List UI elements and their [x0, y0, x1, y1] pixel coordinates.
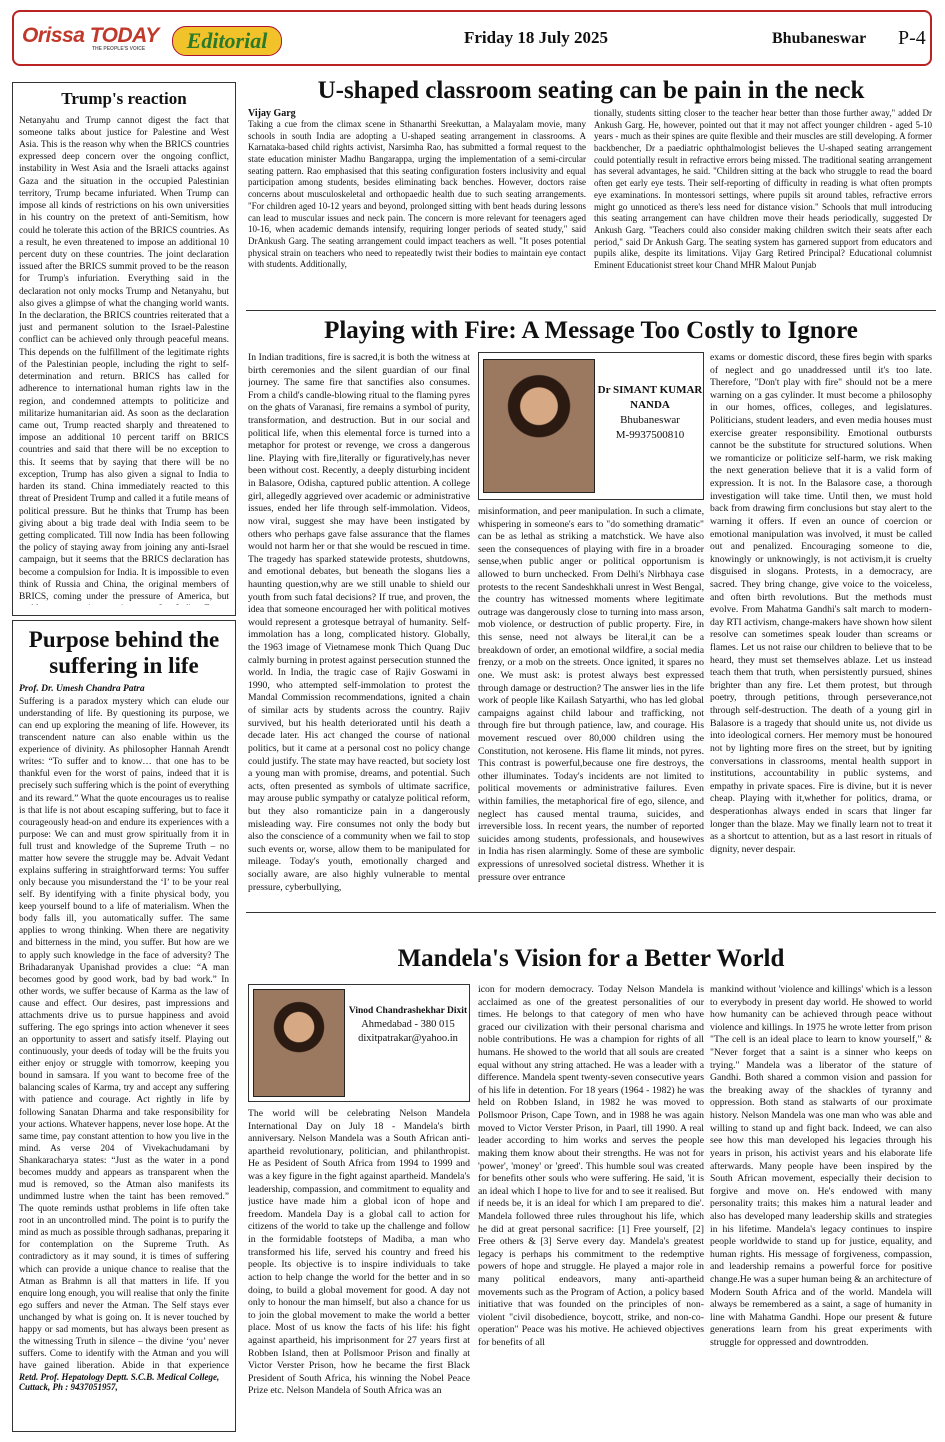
page-number: P-4 — [898, 27, 926, 49]
mandela-col-1: The world will be celebrating Nelson Mandela International Day on July 18 - Mandela's birth anniversary. Nelson Mandela was a South African anti-apartheid revolutionary, politician, and philanthropist. He as Pesident of South Africa from 1994 to 1999 and was a key figure in the fight against apartheid. Mandela's leadership, compassion, and commitment to equality and justice have made him a global icon of hope and freedom. Mandela Day is a global call to action for citizens of the world to take up the challenge and follow in the formidable footsteps of Madiba, a man who transformed his life, served his country and freed his people. Its objective is to inspire individuals to take action to help change the world for the better and in so doing, to build a global movement for good. A day not only to honour the man himself, but also a chance for us to join the global movement to make the world a better place. Most of us know the facts of his life: his fight against apartheid, his imprisonment for 27 years first at Robben Island, then at Pollsmoor Prison and finally at Victor Verster Prison, how he became the first Black President of South Africa, his winning the Nobel Peace Prize etc. Nelson Mandela of South Africa was an — [248, 1108, 470, 1397]
article-title: Purpose behind the suffering in life — [28, 627, 220, 679]
ushaped-col-2: tionally, students sitting closer to the teacher hear better than those further away," added Dr Ankush Garg. He, however, pointed out that it may not affect younger children - aged 5-10 years - much as their spines are quite flexible and their muscles are still developing. A former backbencher, Dr a paediatric ophthalmologist believes the U-shaped seating arrangement could potentially result in refractive errors being missed. The traditional seating arrangement has several advantages, he said. "Children sitting at the back who struggle to read the board often get early eye tests. Their self-reporting of difficulty in reading is what often prompts eye examinations. In montessori settings, where pupils sit around tables, refractive errors might go unnoticed as there's less need for distance vision." Schools that mull introducing this seating arrangement can have children move their heads periodically, suggested Dr Ankush Garg. "Teachers could also consider making children switch their seats after each period," said Dr Ankush Garg. The seating system has garnered support from educators and pupils alike, despite its limitations. Vijay Garg Retired Principal? Educational columnist Eminent Educationist street kour Chand MHR Malout Punjab — [594, 108, 932, 270]
divider — [246, 310, 936, 311]
author-city: Ahmedabad - 380 015 — [361, 1018, 455, 1030]
author-footer: Retd. Prof. Hepatology Deptt. S.C.B. Medical College, Cuttack, Ph : 9437051957, — [19, 1371, 220, 1392]
purpose-article — [12, 620, 236, 1432]
fire-col-1: In Indian traditions, fire is sacred,it is both the witness at birth ceremonies and the silent guardian of our final journey. The same fire that sanctifies also consumes. From a child's candle-blowing ritual to the flaming pyres on the ghats of Varanasi, fire remains a symbol of purity, transformation, and destruction. But in our social and political life, when this elemental force is turned into a metaphor for protest or revenge, we cross a dangerous line. Playing with fire,literally or figuratively,has never been without cost. Recently, a deeply disturbing incident in Balasore, Odisha, captured public attention. A college girl, allegedly aggrieved over academic or administrative issues, ended her life through self-immolation. Videos, now viral, suggest she may have been instigated by others who perhaps gave false assurance that the flames would not harm her or that she would be rescued in time. The tragedy has sparked statewide protests, shutdowns, and emotional debates, but beneath the slogans lies a haunting question,why are we still unable to shield our youth from such fatal decisions? If true, and proven, the idea that someone encouraged her with political motives would represent a grotesque betrayal of humanity. Self-immolation has a long, complicated history. Globally, the 1963 image of Vietnamese monk Thich Quang Duc calmly burning in protest against persecution stunned the world. In India, the tragic case of Rajiv Goswami in 1990, who attempted self-immolation to protest the Mandal Commission recommendations, ignited a chain of similar acts by students across the country. Rajiv survived, but his health deteriorated until his death a decade later. His act changed the course of national politics, but it came at a personal cost no policy change could justify. The state may have reacted, but society lost a young man with promise, dreams, and potential. Such acts, often presented as symbols of ultimate sacrifice, may arouse public sympathy or catalyze political reform, but they also romanticize pain in a dangerously misleading way. Fire consumes not only the body but also the conscience of a community when we fail to stop such events or, worse, allow them to be manipulated for mileage. Today's youth, emotionally charged and socially aware, are also highly vulnerable to mental pressure, cyberbullying, — [248, 352, 470, 893]
author-photo — [483, 359, 595, 493]
article-author: Prof. Dr. Umesh Chandra Patra — [19, 683, 145, 694]
article-title: U-shaped classroom seating can be pain in the neck — [317, 77, 865, 104]
fire-col-2: misinformation, and peer manipulation. In such a climate, whispering in someone's ears to "do something dramatic" can be as lethal as striking a matchstick. We have also seen the consequences of playing with fire in a broader sense,when public anger or political opportunism is allowed to burn unchecked. From Delhi's Nirbhaya case protests to the recent Sandeshkhali unrest in West Bengal, the country has witnessed moments where legitimate outrage was dangerously close to turning into mass arson, mob violence, or destruction of public property. Fire, in this sense, need not always be literal,it can be a breakdown of order, an emotional wildfire, a social media frenzy, or a mob on the streets. Once ignited, it spares no one. We must ask: is protest always best expressed through damage or destruction? The answer lies in the life work of people like Kailash Satyarthi, who has led global campaigns against child labour and trafficking, not through fire but through patience, law, and courage. His movement rescued over 80,000 children using the Constitution, not kerosene. His flame lit minds, not pyres. This contrast is powerful,because one fire destroys, the other illuminates. Today's incidents are not limited to political movements or administrative failures. Even within families, the metaphorical fire of ego, silence, and neglect has caused mental trauma, suicides, and irreversible loss. In recent years, the number of reported suicides among students, professionals, and housewives in India has risen alarmingly. Some of these are symbolic expressions of unresolved societal distress. Whether it is pressure over entrance — [478, 506, 704, 883]
mandela-col-3: mankind without 'violence and killings' which is a lesson to everybody in present day world. He showed to world how humanity can be achieved through peace without violence and killings. In 1975 he wrote letter from prison "The cell is an ideal place to learn to know yourself," & "Never forget that a saint is a sinner who keeps on trying." Mandela was a liberator of the stature of Gandhi. Both shared a common vision and passion for the breaking away of the shackles of tyranny and oppression. Both stand as stalwarts of our proximate history. Nelson Mandela was one man who was able and willing to stand up and fight back. Indeed, we can also see how this man developed his legacies through his years in prison, his activist years and his elaborate life afterwards. Many people have been inspired by the South African movement, especially their decision to forgive and move on. He's endowed with many personality traits; this makes him a natural leader and also has developed many leadership skills and strategies in his lifetime. Mandela's legacy continues to inspire people worldwide to stand up for justice, equality, and human rights. His message of forgiveness, compassion, and leadership remains a powerful force for positive change.He was a super human being & an architecture of Modern South Africa and of the world. Mandela will always be remembered as a saint, a sage of humanity in line with Mahatma Gandhi. Hope our present & future generations learn from his great experiments with struggle for oppressed and downtrodden. — [710, 984, 932, 1349]
newspaper-logo: Orissa TODAY THE PEOPLE'S VOICE — [22, 24, 159, 48]
article-body: Netanyahu and Trump cannot digest the fact that someone talks about justice for Palestine and West Asia. This is the reason why when the BRICS countries expressed deep concern over the ongoing conflict, instability in West Asia and the Israeli attacks against Gaza and the situation in the occupied Palestinian territory, Trump became infuriated. When Trump can impose all kinds of restrictions on his own universities in his country on the pretext of anti-Semitism, how could he tolerate this action of the BRICS countries. As a result, he even threatened to impose an additional 10 percent duty on these countries. The joint declaration issued after the BRICS summit proved to be the reason for Trump's infuriation. Everything said in the declaration not only mocks Trump and Netanyahu, but also gives a glimpse of what the changing world wants. In the declaration, the BRICS countries reiterated that a just and permanent solution to the Israel-Palestine conflict can be achieved only through peaceful means. This depends on the fulfillment of the legitimate rights of the Palestinian people, including the right to self-determination and return. BRICS has called for adherence to international human rights law in the region, and condemned attempts to politicize and militarize humanitarian aid. As soon as the declaration came out, Trump reacted sharply and threatened to impose an additional 10 percent tariff on BRICS countries and said that there will be no exception to this. It seems that by saying that there will be no exception, Trump has also given a signal to India to harden its stand. China immediately reacted to this threat of President Trump and called it a futile means of political pressure. But he thinks that Trump has been giving about a big trade deal with India seem to be getting complicated. Till now India has been following the policy of staying away from joining any anti-Israel campaign, but it seems that the BRICS declaration has become a compulsion for India. It is impossible to even think of Russia and China, the original members of BRICS, coming under the pressure of America, but — [19, 115, 229, 603]
author-card — [478, 352, 704, 500]
author-phone: M-9937500810 — [615, 428, 685, 441]
author-city: Bhubaneswar — [620, 413, 680, 426]
author-email: dixitpatrakar@yahoo.in — [358, 1032, 458, 1044]
trump-article — [12, 82, 236, 616]
author-name: Dr SIMANT KUMAR NANDA — [597, 384, 703, 411]
ushaped-col-1 — [248, 108, 586, 306]
edition-city: Bhubaneswar — [772, 30, 867, 47]
issue-date: Friday 18 July 2025 — [464, 28, 609, 47]
section-badge: Editorial — [172, 26, 282, 56]
author-card — [248, 984, 470, 1102]
article-title: Trump's reaction — [61, 89, 187, 108]
logo-tagline: THE PEOPLE'S VOICE — [92, 46, 146, 52]
author-name: Vinod Chandrashekhar Dixit — [348, 1006, 468, 1016]
masthead — [12, 10, 932, 66]
divider — [246, 912, 936, 913]
article-title: Playing with Fire: A Message Too Costly to Ignore — [324, 317, 858, 344]
author-photo — [253, 989, 345, 1097]
article-body: Suffering is a paradox mystery which can elude our understanding of life. By questioning its purpose, we can end up exploring the meaning of life. However, its transcendent nature can also enable within us the experience of divinity. As philosopher Hannah Arendt writes: “To suffer and to know… that one has to be thankful even for the worst of pains, indeed that it is precisely such suffering which is the point of everything and its reward.” What the quote encourages us to realise is that life is not about escaping suffering, but to face it courageously head-on and endure its experiences with a purpose: We can and must grow spiritually from it in full trust and knowledge of the Supreme Truth – no matter how severe the struggle may be. Advait Vedant explains suffering in straightforward terms: You suffer only because you misunderstand the ‘I’ to be your real self. By identifying with a finite physical body, you keep yourself bound to a life of materialism. When the body falls ill, you automatically suffer. The same applies to wrong thinking. When there are negativity and bitterness in the mind, you suffer. But how are we to apply such knowledge in the face of adversity? The Brihadaranyak Upanishad provides a clue: “A man becomes good by good work, bad by bad work.” In other words, we suffer because of Karma as the law of cause and effect. Our desires, past impressions and attachments drive us to pursue happiness and avoid suffering. The ego springs into action whenever it sees an opportunity to assert and satisfy itself. Playing out continuously, your deeds of today will be the fruits you either enjoy or struggle with tomorrow, keeping you bound in samsara. If you want to become free of the balancing scales of Karma, try and accept any suffering with patience and courage. Act rightly in life by following Sanatan Dharma and take responsibility for your actions. Whatever happens, never lose hope. At the same time, pay constant attention to how you live in the mind. As verse 204 of Vivekachudamani by Shankaracharya states: “Just as the water in a pond becomes muddy and appears as transparent when the mud is removed, so the Atman also manifests its undimmed lustre when the taint has been removed.” The quote reminds usthat problems in life often take root in an uncontrolled mind. The point is to purify the mind as much as possible through sadhanas, preparing it for contemplation on the Supreme Truth. As contradictory as it may sound, it is times of suffering which can provide a unique chance to realise that the Atman as Brahmn is all that matters in life. If you enquire long enough, you will realise that only the finite ego suffers and never the Atman. The Self stays ever unchanged by what is going on. It is never touched by happy or sad moments, but has always been present as the witnessing Truth in silence – the divine ‘you’ never suffers. Come to identify with the Atman and you will have gained liberation. Abide in that experience — [19, 696, 229, 1372]
article-title: Mandela's Vision for a Better World — [397, 945, 785, 972]
article-body: Taking a cue from the climax scene in Sthanarthi Sreekuttan, a Malayalam movie, many schools in south India are adopting a U-shaped seating arrangement in classrooms. A Karnataka-based child rights activist, Narsimha Rao, has submitted a formal request to the state education minister Madhu Bangarappa, urging the implementation of a semi-circular seating pattern. Rao emphasised that this seating configuration fosters inclusivity and equal participation among students, besides eliminating back benches. However, doctors raise concerns about musculoskeletal and orthopaedic health due to such seating arrangements. "For children aged 10-12 years and beyond, prolonged sitting with bent heads during lessons can lead to muscular issues and neck pain. The concern is more relevant for teenagers aged 10-16, when academic demands intensify, requiring longer periods of seated study," said DrAnkush Garg. The seating arrangement could impact teachers as well. "It poses potential physical strain on teachers who need to repeatedly twist their bodies to maintain eye contact with students. Additionally, — [248, 119, 586, 270]
mandela-col-2: icon for modern democracy. Today Nelson Mandela is acclaimed as one of the greatest personalities of our times. He belongs to that category of men who have graced our civilization with their personal charisma and noble contributions. He was a champion for rights of all humans. He showed to the world that all souls are created equal without any string attached. He was a leader with a difference. Mandela spent twenty-seven consecutive years of his life in detention. For 18 years (1964 - 1982) he was held on Robben Island, in 1982 he was moved to Pollsmoor Prison, Cape Town, and in 1988 he was again moved to Victor Verster Prison, in Paarl, till 1990. A real leader according to him works and serves the people making them know about their strengths. He was not for 'power', 'money' or 'greed'. This humble soul was created for benefits other souls who were suffering. He said, 'it is an ideal which I hope to live for and to see it realised. But if needs be, it is an ideal for which I am prepared to die'. Mandela followed three rules throughout his life, which he did at great personal sacrifice: [1] Free yourself, [2] Free others & [3] Serve every day. Mandela's greatest legacy is perhaps his commitment to the redemptive powers of hope and struggle. He played a major role in many political endeavors, many anti-apartheid movements such as the Program of Action, a policy based initiative that was founded on the principles of non-violent "civil disobedience, boycott, strike, and non-co-operation" Peace was his motive. He achieved objectives for benefits of all — [478, 984, 704, 1349]
article-author: Vijay Garg — [248, 108, 296, 119]
fire-col-3: exams or domestic discord, these fires begin with sparks of neglect and go unaddressed until it's too late. Therefore, "Don't play with fire" should not be a mere warning on a gas cylinder. It must become a philosophy in our homes, offices, colleges, and legislatures. Politicians, student leaders, and even media houses must exercise greater responsibility. Emotional outbursts cannot be the substitute for structured solutions. When we romanticize or politicize self-harm, we risk making the next generation believe that it is a valid form of expression. It is not. In the Balasore case, a thorough investigation will take time. Until then, we must hold back from drawing firm conclusions but stay alert to the warning it offers. If even an ounce of coercion or emotional manipulation was involved, it must be called out and penalized. Encouraging someone to die, knowingly or unknowingly, is not activism,it is cruelty disguised in slogans. Protests, in a democracy, are sacred. They bring change, give voice to the voiceless, and often birth revolutions. But the methods must evolve. From Mahatma Gandhi's salt march to modern-day RTI activism, change-makers have shown how silent resolve can sometimes speak louder than screams or flames. Let us not raise our children to believe that to be heard, they must set themselves ablaze. Let us instead teach them that truth, when persistently pursued, shines brighter than any fire. Let them protest, but through poetry, through petitions, through perseverance,not through self-destruction. The death of a young girl in Balasore is a tragedy that should unite us, not divide us into ideological corners. Her memory must be honoured not by lighting more fires on the street, but by igniting conversations in classrooms, mental health support in institutions, accountability in public systems, and empathy in private spaces. Fire is divine, but it is never cheap. Playing with it,whether for politics, drama, or desperationhas always ended in scars that linger far longer than the blaze. May we finally learn not to treat it as a shortcut to attention, but as a last resort in rituals of dignity, never despair. — [710, 352, 932, 855]
